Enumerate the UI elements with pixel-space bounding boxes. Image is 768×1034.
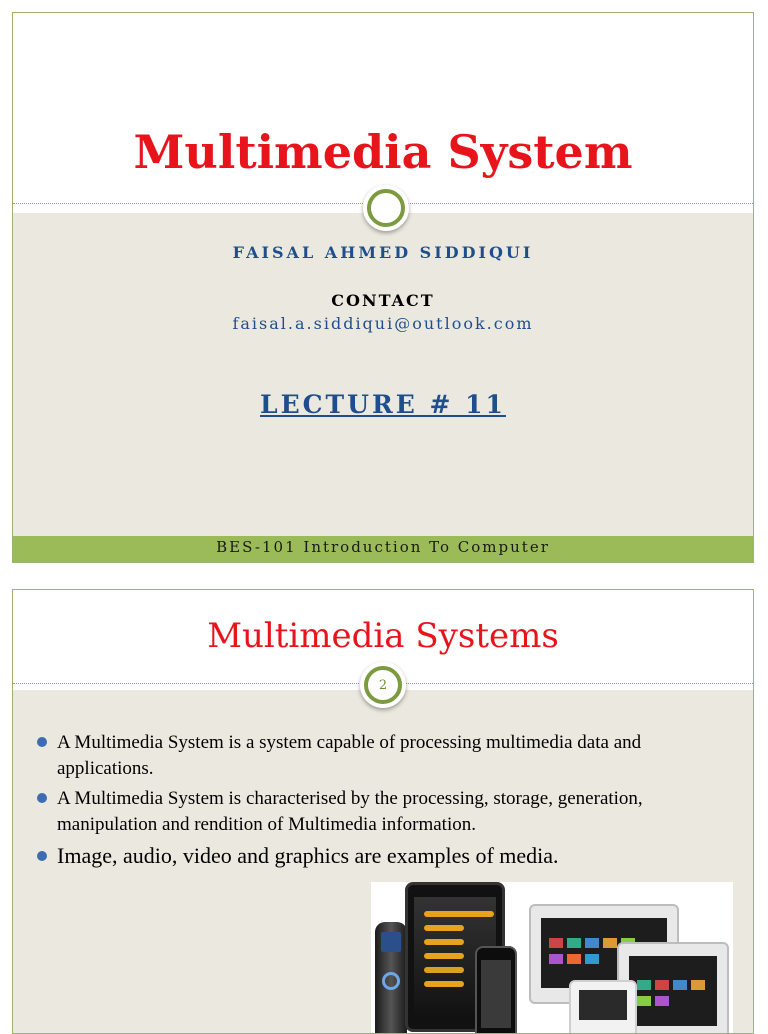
multimedia-devices-image [371, 882, 733, 1034]
bullet-icon [37, 851, 47, 861]
bullet-item [33, 842, 733, 870]
bullet-text: A Multimedia System is characterised by the processing, storage, generation, manipulation and rendition of Multimedia information. [57, 788, 643, 835]
slide-number-badge [360, 662, 406, 708]
slide-title: Multimedia Systems [207, 616, 559, 656]
contact-label: CONTACT [331, 291, 435, 310]
lecture-number: LECTURE # 11 [260, 390, 506, 419]
title-slide [12, 12, 754, 563]
remote-control-icon [375, 922, 407, 1034]
bullet-list [33, 730, 733, 874]
author-name: FAISAL AHMED SIDDIQUI [232, 243, 534, 262]
bullet-icon [37, 793, 47, 803]
bullet-item [33, 786, 733, 838]
content-slide [12, 589, 754, 1034]
footer-bar [13, 536, 753, 562]
bullet-text: A Multimedia System is a system capable of processing multimedia data and applications. [57, 732, 642, 779]
decorative-circle-icon [363, 185, 409, 231]
slide-title: Multimedia System [133, 125, 633, 179]
wall-keypad-icon [569, 980, 637, 1034]
content-area [13, 213, 753, 562]
slide-number: 2 [364, 666, 402, 704]
smartphone-icon [475, 946, 517, 1034]
footer-course-title: BES-101 Introduction To Computer [216, 538, 550, 556]
bullet-icon [37, 737, 47, 747]
contact-email: faisal.a.siddiqui@outlook.com [232, 314, 534, 333]
bullet-text: Image, audio, video and graphics are examples of media. [57, 843, 559, 868]
bullet-item [33, 730, 733, 782]
